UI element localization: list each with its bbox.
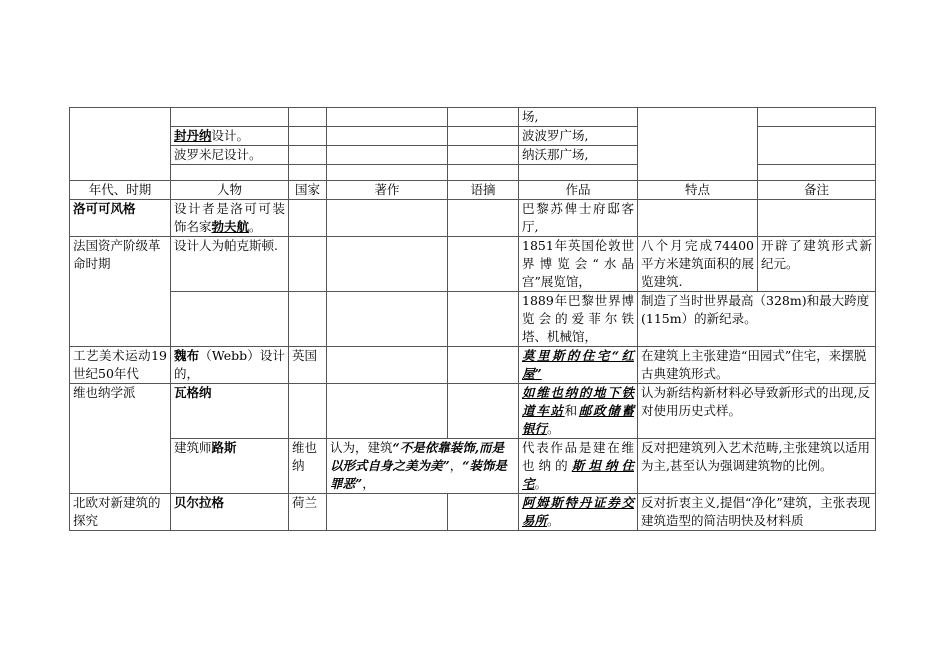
works-text: 代表作品是建在维也纳的 [522, 440, 634, 473]
table-cell [171, 292, 289, 347]
table-cell [638, 108, 758, 181]
table-cell [638, 200, 758, 237]
person-text: 建筑师 [174, 440, 212, 455]
feature-cell: 反对把建筑列入艺术范畴,主张建筑以适用为主,甚至认为强调建筑物的比例。 [638, 439, 876, 494]
quote-text: ， [449, 458, 463, 473]
table-cell [758, 127, 876, 165]
person-cell: 波罗米尼设计。 [171, 146, 289, 165]
table-cell [448, 108, 519, 127]
table-cell [327, 292, 448, 347]
table-row [70, 237, 876, 292]
table-cell [289, 237, 327, 292]
table-cell [289, 165, 327, 181]
quote-cell [327, 439, 519, 494]
table-cell [171, 165, 289, 181]
works-text: 。 [547, 513, 560, 528]
works-cell [519, 347, 638, 384]
works-cell: 1889年巴黎世界博览会的爱菲尔铁塔、机械馆， [519, 292, 638, 347]
header-quote: 语摘 [448, 181, 519, 200]
table-cell [448, 146, 519, 165]
table-cell [448, 384, 519, 439]
table-cell [327, 347, 448, 384]
works-cell: 纳沃那广场, [519, 146, 638, 165]
quote-emphasis: “不是依靠装饰,而是以形式自身之美为美” [330, 440, 505, 473]
table-cell [289, 384, 327, 439]
table-cell [327, 384, 448, 439]
country-cell: 荷兰 [289, 494, 327, 531]
country-cell: 维也纳 [289, 439, 327, 494]
person-text: 设计。 [211, 128, 250, 143]
works-title: 如维也纳的地下铁道车站 [522, 385, 634, 418]
table-cell [758, 200, 876, 237]
table-cell [758, 165, 876, 181]
works-title: 莫里斯的住宅“红屋” [522, 348, 634, 381]
period-cell: 北欧对新建筑的探究 [70, 494, 171, 531]
person-name: 路斯 [211, 440, 237, 455]
person-text: 。 [249, 219, 262, 234]
table-cell [327, 200, 448, 237]
works-cell: 巴黎苏俾士府邸客厅, [519, 200, 638, 237]
header-country: 国家 [289, 181, 327, 200]
person-cell [171, 200, 289, 237]
works-text: 。 [547, 421, 560, 436]
works-title: 斯坦纳住宅 [522, 458, 634, 491]
period-cell: 工艺美术运动19世纪50年代 [70, 347, 171, 384]
header-row [70, 181, 876, 200]
architecture-history-table [69, 107, 876, 531]
table-cell [327, 146, 448, 165]
person-cell [171, 127, 289, 146]
feature-cell: 在建筑上主张建造“田园式”住宅，来摆脱古典建筑形式。 [638, 347, 876, 384]
table-cell [327, 108, 448, 127]
feature-cell: 反对折衷主义,提倡“净化”建筑，主张表现建筑造型的简洁明快及材料质 [638, 494, 876, 531]
person-text: 设计者是洛可可装饰名家 [174, 201, 285, 234]
works-title: 邮政储蓄银行 [522, 403, 634, 436]
table-cell [448, 200, 519, 237]
table-row [70, 108, 876, 127]
works-cell: 波波罗广场, [519, 127, 638, 146]
works-cell: 1851年英国伦敦世界博览会“水晶宫”展览馆， [519, 237, 638, 292]
person-cell [171, 384, 289, 439]
works-cell: 场, [519, 108, 638, 127]
period-cell: 维也纳学派 [70, 384, 171, 494]
quote-text: 认为，建筑 [330, 440, 393, 455]
table-cell [448, 237, 519, 292]
header-book: 著作 [327, 181, 448, 200]
period-cell [70, 237, 171, 347]
table-cell [289, 146, 327, 165]
person-text: （Webb）设计的， [174, 348, 285, 381]
table-cell [327, 165, 448, 181]
table-cell [448, 127, 519, 146]
works-cell [519, 494, 638, 531]
quote-emphasis: “装饰是罪恶” [330, 458, 507, 491]
table-cell [448, 292, 519, 347]
table-cell [327, 127, 448, 146]
table-cell [448, 165, 519, 181]
table-cell [327, 237, 448, 292]
table-cell [289, 292, 327, 347]
person-name: 瓦格纳 [174, 385, 212, 400]
table-row [70, 200, 876, 237]
country-cell: 英国 [289, 347, 327, 384]
table-cell [70, 108, 171, 181]
note-cell: 开辟了建筑形式新纪元。 [758, 237, 876, 292]
period-cell [70, 200, 171, 237]
person-name: 封丹纳 [174, 128, 212, 143]
header-feature: 特点 [638, 181, 758, 200]
period-label: 洛可可风格 [73, 201, 136, 216]
table-row [70, 439, 876, 494]
table-cell [519, 165, 638, 181]
works-cell [519, 384, 638, 439]
person-name: 贝尔拉格 [174, 495, 225, 510]
works-text: 和 [564, 403, 579, 418]
table-cell [448, 494, 519, 531]
person-cell: 设计人为帕克斯顿. [171, 237, 289, 292]
table-cell [289, 108, 327, 127]
period-label: 法国资产阶级革命时期 [73, 238, 161, 271]
works-cell [519, 439, 638, 494]
table-cell [758, 108, 876, 127]
table-cell [448, 347, 519, 384]
person-cell [171, 439, 289, 494]
table-row [70, 494, 876, 531]
header-works: 作品 [519, 181, 638, 200]
feature-cell: 制造了当时世界最高（328m)和最大跨度(115m）的新纪录。 [638, 292, 876, 347]
header-note: 备注 [758, 181, 876, 200]
table-cell [289, 127, 327, 146]
person-name: 魏布 [174, 348, 200, 363]
feature-cell: 认为新结构新材料必导致新形式的出现,反对使用历史式样。 [638, 384, 876, 439]
header-person: 人物 [171, 181, 289, 200]
table-cell [289, 200, 327, 237]
quote-text: ， [362, 476, 375, 491]
person-cell [171, 494, 289, 531]
table-row [70, 292, 876, 347]
table-cell [171, 108, 289, 127]
person-cell [171, 347, 289, 384]
table-cell [327, 494, 448, 531]
feature-cell: 八个月完成74400平方米建筑面积的展览建筑. [638, 237, 758, 292]
person-name: 勃夫航 [211, 219, 250, 234]
header-period: 年代、时期 [70, 181, 171, 200]
table-row [70, 384, 876, 439]
works-title: 阿姆斯特丹证券交易所 [522, 495, 634, 528]
works-text: 。 [534, 476, 548, 491]
table-row [70, 347, 876, 384]
